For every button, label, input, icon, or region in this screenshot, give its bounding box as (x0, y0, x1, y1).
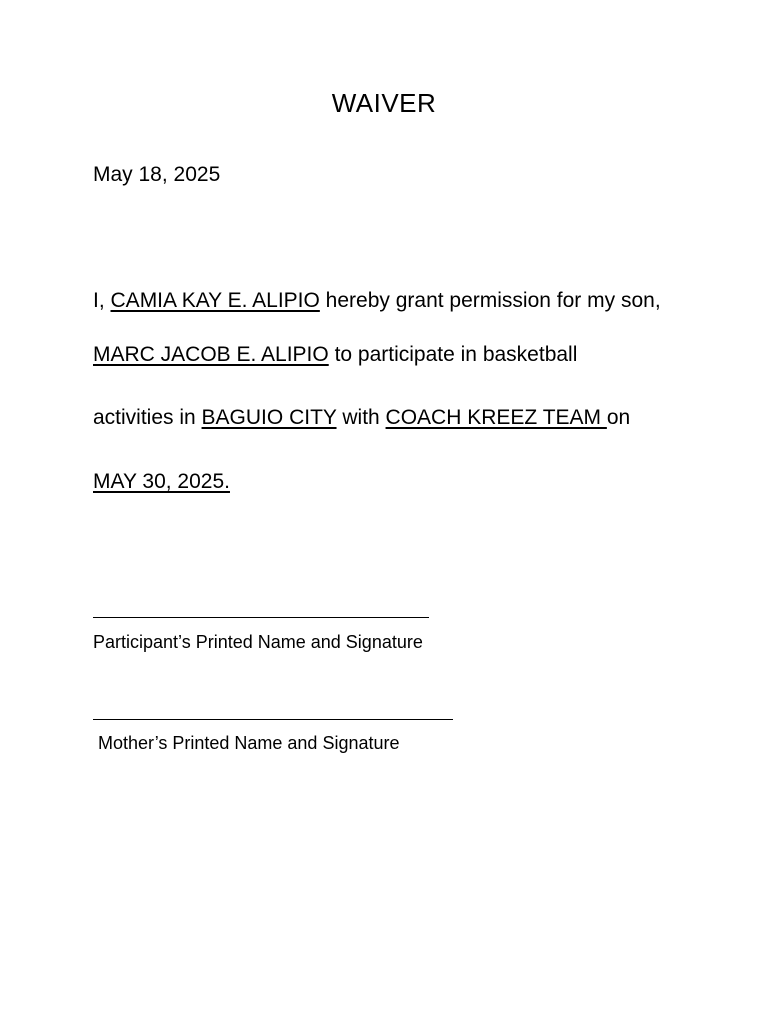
child-name: MARC JACOB E. ALIPIO (93, 343, 329, 366)
event-date: MAY 30, 2025. (93, 470, 230, 493)
line3-mid: with (336, 406, 386, 429)
line1-prefix: I, (93, 289, 111, 312)
body-line-4 (93, 470, 230, 494)
body-line-3 (93, 406, 630, 430)
team-name: COACH KREEZ TEAM (385, 406, 607, 429)
participant-signature-line (93, 617, 429, 618)
mother-signature-caption: Mother’s Printed Name and Signature (98, 733, 400, 753)
participant-signature-caption: Participant’s Printed Name and Signature (93, 632, 423, 652)
document-title: WAIVER (331, 88, 437, 118)
line1-suffix: hereby grant permission for my son, (319, 289, 661, 312)
body-line-1 (93, 289, 661, 313)
location: BAGUIO CITY (201, 406, 337, 429)
parent-name: CAMIA KAY E. ALIPIO (110, 289, 320, 312)
line2-suffix: to participate in basketball (328, 343, 578, 366)
mother-signature-line (93, 719, 453, 720)
line3-suffix: on (606, 406, 631, 429)
line3-prefix: activities in (93, 406, 202, 429)
body-line-2 (93, 343, 577, 367)
document-date: May 18, 2025 (93, 163, 221, 186)
